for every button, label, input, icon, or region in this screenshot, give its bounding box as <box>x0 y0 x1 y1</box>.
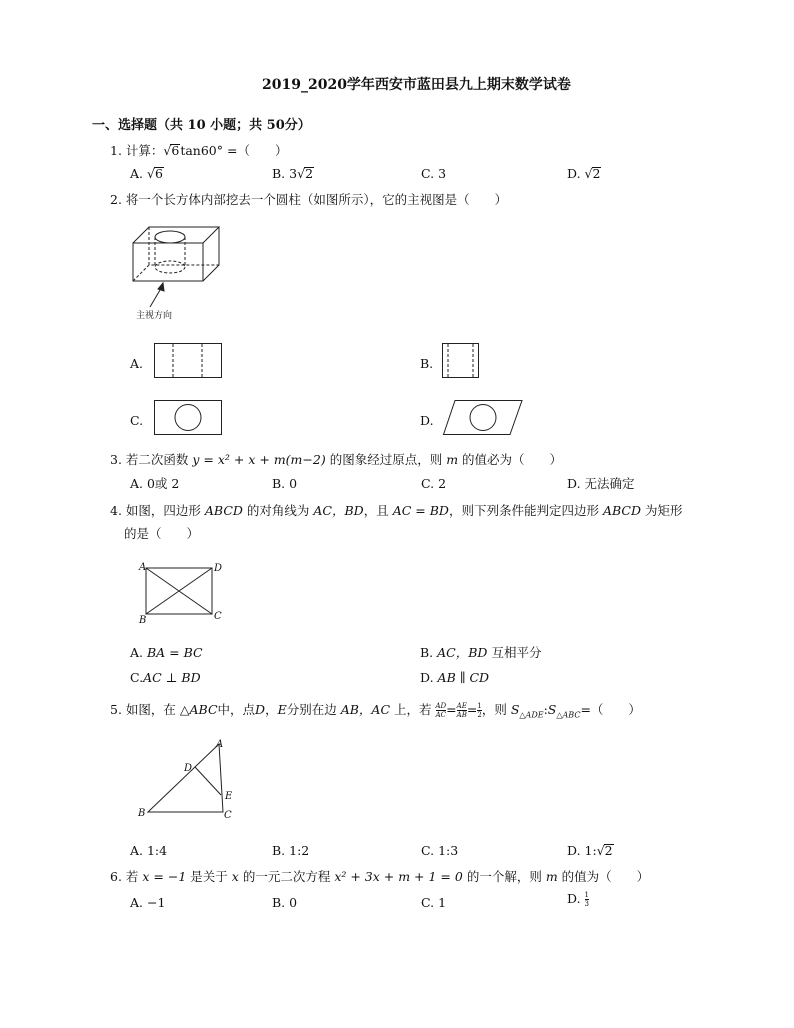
q5-option-b[interactable]: B. 1:2 <box>272 843 310 858</box>
q2-option-a[interactable]: A. <box>130 356 144 371</box>
question-4-stem-line2: 的是（ ） <box>124 526 200 541</box>
q1-option-d[interactable]: D. √2 <box>567 166 601 181</box>
q2-option-c[interactable]: C. <box>130 413 144 428</box>
q2-option-d-figure <box>443 400 525 436</box>
q5-option-d[interactable]: D. 1:√2 <box>567 843 613 858</box>
fig4-label-b: B <box>139 615 147 626</box>
q3-option-d[interactable]: D. 无法确定 <box>567 476 635 491</box>
question-2-stem: 2. 将一个长方体内部挖去一个圆柱（如图所示），它的主视图是（ ） <box>110 192 508 207</box>
q2-option-b[interactable]: B. <box>420 356 434 371</box>
q1-option-a[interactable]: A. √6 <box>130 166 163 181</box>
q6-option-a[interactable]: A. −1 <box>130 895 166 910</box>
fig4-label-c: C <box>214 611 222 622</box>
q6-option-d[interactable]: D. $\frac{1}{3}$ <box>567 891 590 908</box>
fig5-label-e: E <box>225 791 233 802</box>
view-direction-label: 主视方向 <box>136 311 173 321</box>
q2-option-b-figure <box>442 343 482 379</box>
q2-option-c-figure <box>154 400 224 436</box>
q3-option-a[interactable]: A. 0或 2 <box>130 476 180 491</box>
fig5-label-d: D <box>184 763 193 774</box>
q4-option-c[interactable]: C.AC ⊥ BD <box>130 670 201 685</box>
section-heading: 一、选择题（共 10 小题；共 50分） <box>92 118 311 133</box>
question-6-stem: 6. 若 x = −1 是关于 x 的一元二次方程 x² + 3x + m + 1 = 0 的一个解，则 m 的值为（ ） <box>110 869 650 884</box>
q2-option-d[interactable]: D. <box>420 413 434 428</box>
q4-option-d[interactable]: D. AB ∥ CD <box>420 670 490 685</box>
q3-option-c[interactable]: C. 2 <box>421 476 447 491</box>
q1-option-b[interactable]: B. 3√2 <box>272 166 314 181</box>
page-title: 2019_2020学年西安市蓝田县九上期末数学试卷 <box>262 77 571 93</box>
q5-option-a[interactable]: A. 1:4 <box>130 843 168 858</box>
q3-option-b[interactable]: B. 0 <box>272 476 298 491</box>
question-4-stem-line1: 4. 如图，四边形 ABCD 的对角线为 AC，BD，且 AC = BD，则下列条件能判定四边形 ABCD 为矩形 <box>110 503 683 518</box>
fig4-label-d: D <box>214 563 223 574</box>
fig5-label-a: A <box>216 739 224 750</box>
fig5-label-b: B <box>138 808 146 819</box>
question-5-stem: 5. 如图，在 △ABC中，点D，E分别在边 AB，AC 上，若 $\frac{AD}{AC}$ = $\frac{AE}{AB}$ = $\frac{1}{2}$ ，则 $S_{\triangle ADE}:S_{\triangle ABC}=$（ ） <box>110 702 641 720</box>
question-1-stem: 1. 计算：√6tan60° =（ ） <box>110 143 288 158</box>
q5-option-c[interactable]: C. 1:3 <box>421 843 459 858</box>
q2-option-a-figure <box>154 343 224 379</box>
q6-option-c[interactable]: C. 1 <box>421 895 447 910</box>
fig5-label-c: C <box>224 810 232 821</box>
cuboid-figure <box>125 215 225 315</box>
q4-option-b[interactable]: B. AC，BD 互相平分 <box>420 645 542 660</box>
q4-option-a[interactable]: A. BA = BC <box>130 645 203 660</box>
fig4-label-a: A <box>139 562 147 573</box>
q1-option-c[interactable]: C. 3 <box>421 166 447 181</box>
q6-option-b[interactable]: B. 0 <box>272 895 298 910</box>
question-3-stem: 3. 若二次函数 y = x² + x + m(m−2) 的图象经过原点，则 m 的值必为（ ） <box>110 452 563 467</box>
